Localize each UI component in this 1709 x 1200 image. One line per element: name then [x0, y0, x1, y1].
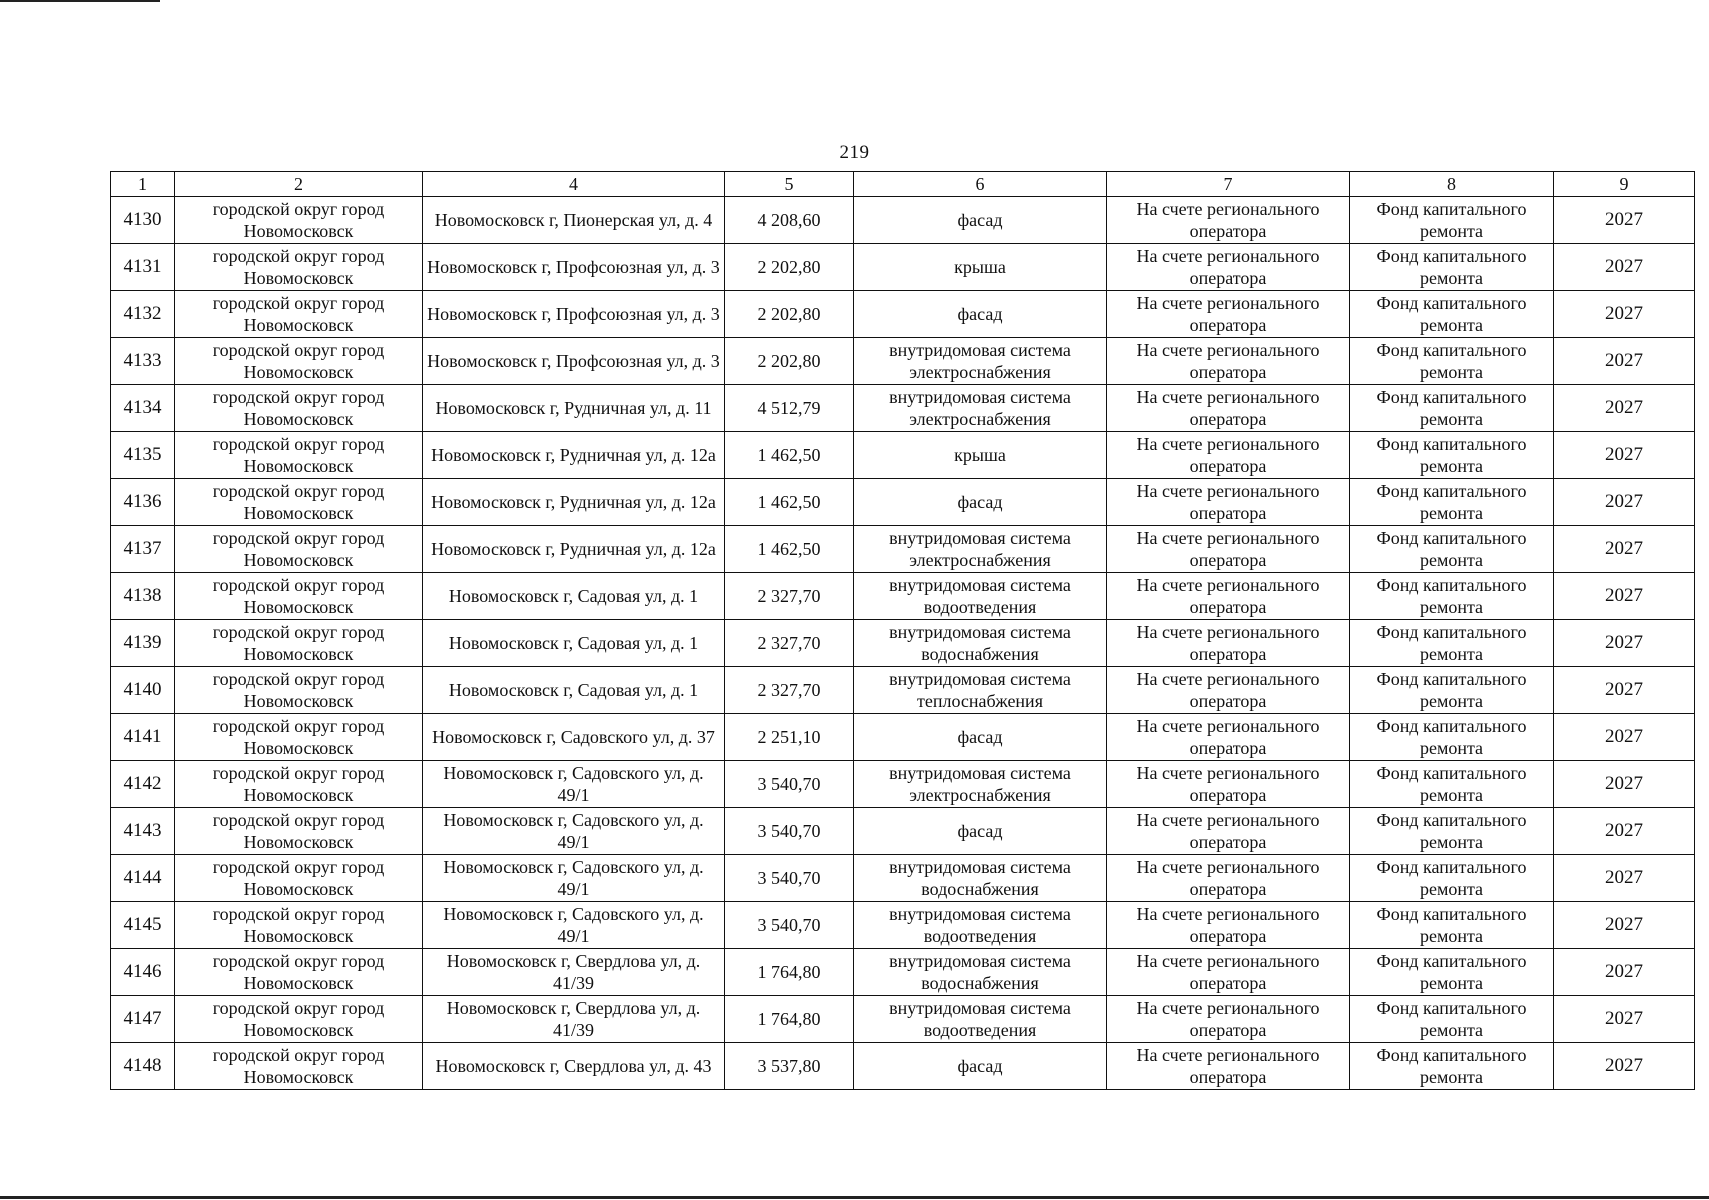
page-number: 219	[839, 142, 870, 163]
account-method-cell: На счете регионального оператора	[1107, 855, 1350, 902]
account-method-cell: На счете регионального оператора	[1107, 714, 1350, 761]
table-row	[111, 432, 1695, 479]
table-row	[111, 479, 1695, 526]
address-cell: Новомосковск г, Профсоюзная ул, д. 3	[423, 291, 725, 338]
work-type-cell: внутридомовая система электроснабжения	[854, 761, 1107, 808]
municipality-cell: городской округ город Новомосковск	[175, 949, 423, 996]
account-method-cell: На счете регионального оператора	[1107, 996, 1350, 1043]
row-number-cell: 4144	[111, 855, 175, 902]
funding-source-cell: Фонд капитального ремонта	[1350, 338, 1554, 385]
address-cell: Новомосковск г, Садовского ул, д. 49/1	[423, 761, 725, 808]
table-row	[111, 808, 1695, 855]
area-cell: 2 202,80	[725, 291, 854, 338]
area-cell: 1 462,50	[725, 432, 854, 479]
work-type-cell: внутридомовая система водоснабжения	[854, 949, 1107, 996]
account-method-cell: На счете регионального оператора	[1107, 338, 1350, 385]
table-row	[111, 197, 1695, 244]
area-cell: 1 462,50	[725, 479, 854, 526]
area-cell: 2 327,70	[725, 667, 854, 714]
funding-source-cell: Фонд капитального ремонта	[1350, 479, 1554, 526]
area-cell: 2 251,10	[725, 714, 854, 761]
work-type-cell: внутридомовая система теплоснабжения	[854, 667, 1107, 714]
address-cell: Новомосковск г, Садовая ул, д. 1	[423, 573, 725, 620]
address-cell: Новомосковск г, Свердлова ул, д. 41/39	[423, 996, 725, 1043]
address-cell: Новомосковск г, Рудничная ул, д. 11	[423, 385, 725, 432]
year-cell: 2027	[1554, 1043, 1695, 1090]
row-number-cell: 4133	[111, 338, 175, 385]
row-number-cell: 4134	[111, 385, 175, 432]
table-row	[111, 338, 1695, 385]
account-method-cell: На счете регионального оператора	[1107, 1043, 1350, 1090]
row-number-cell: 4147	[111, 996, 175, 1043]
row-number-cell: 4130	[111, 197, 175, 244]
municipality-cell: городской округ город Новомосковск	[175, 667, 423, 714]
area-cell: 1 764,80	[725, 949, 854, 996]
address-cell: Новомосковск г, Садовского ул, д. 49/1	[423, 902, 725, 949]
column-header: 8	[1350, 172, 1554, 197]
year-cell: 2027	[1554, 808, 1695, 855]
work-type-cell: фасад	[854, 1043, 1107, 1090]
row-number-cell: 4141	[111, 714, 175, 761]
row-number-cell: 4135	[111, 432, 175, 479]
account-method-cell: На счете регионального оператора	[1107, 620, 1350, 667]
address-cell: Новомосковск г, Садовая ул, д. 1	[423, 620, 725, 667]
work-type-cell: фасад	[854, 291, 1107, 338]
work-type-cell: фасад	[854, 197, 1107, 244]
municipality-cell: городской округ город Новомосковск	[175, 573, 423, 620]
repair-register-table	[110, 171, 1695, 1090]
row-number-cell: 4131	[111, 244, 175, 291]
area-cell: 4 512,79	[725, 385, 854, 432]
work-type-cell: фасад	[854, 714, 1107, 761]
work-type-cell: внутридомовая система электроснабжения	[854, 526, 1107, 573]
year-cell: 2027	[1554, 855, 1695, 902]
year-cell: 2027	[1554, 432, 1695, 479]
year-cell: 2027	[1554, 714, 1695, 761]
municipality-cell: городской округ город Новомосковск	[175, 479, 423, 526]
column-header: 2	[175, 172, 423, 197]
account-method-cell: На счете регионального оператора	[1107, 573, 1350, 620]
address-cell: Новомосковск г, Садовского ул, д. 49/1	[423, 808, 725, 855]
column-header: 5	[725, 172, 854, 197]
table-row	[111, 620, 1695, 667]
area-cell: 3 540,70	[725, 902, 854, 949]
municipality-cell: городской округ город Новомосковск	[175, 855, 423, 902]
funding-source-cell: Фонд капитального ремонта	[1350, 667, 1554, 714]
column-header: 9	[1554, 172, 1695, 197]
area-cell: 2 327,70	[725, 620, 854, 667]
account-method-cell: На счете регионального оператора	[1107, 667, 1350, 714]
address-cell: Новомосковск г, Садовая ул, д. 1	[423, 667, 725, 714]
funding-source-cell: Фонд капитального ремонта	[1350, 526, 1554, 573]
table-body	[111, 197, 1695, 1090]
table-row	[111, 996, 1695, 1043]
table-row	[111, 761, 1695, 808]
row-number-cell: 4143	[111, 808, 175, 855]
account-method-cell: На счете регионального оператора	[1107, 479, 1350, 526]
municipality-cell: городской округ город Новомосковск	[175, 1043, 423, 1090]
funding-source-cell: Фонд капитального ремонта	[1350, 949, 1554, 996]
year-cell: 2027	[1554, 902, 1695, 949]
municipality-cell: городской округ город Новомосковск	[175, 385, 423, 432]
row-number-cell: 4145	[111, 902, 175, 949]
funding-source-cell: Фонд капитального ремонта	[1350, 714, 1554, 761]
municipality-cell: городской округ город Новомосковск	[175, 714, 423, 761]
year-cell: 2027	[1554, 620, 1695, 667]
work-type-cell: фасад	[854, 808, 1107, 855]
municipality-cell: городской округ город Новомосковск	[175, 244, 423, 291]
address-cell: Новомосковск г, Свердлова ул, д. 41/39	[423, 949, 725, 996]
area-cell: 4 208,60	[725, 197, 854, 244]
column-header: 6	[854, 172, 1107, 197]
account-method-cell: На счете регионального оператора	[1107, 244, 1350, 291]
scan-edge-line-top	[0, 0, 160, 2]
row-number-cell: 4140	[111, 667, 175, 714]
funding-source-cell: Фонд капитального ремонта	[1350, 761, 1554, 808]
municipality-cell: городской округ город Новомосковск	[175, 291, 423, 338]
table-row	[111, 385, 1695, 432]
funding-source-cell: Фонд капитального ремонта	[1350, 855, 1554, 902]
area-cell: 1 462,50	[725, 526, 854, 573]
year-cell: 2027	[1554, 197, 1695, 244]
municipality-cell: городской округ город Новомосковск	[175, 902, 423, 949]
account-method-cell: На счете регионального оператора	[1107, 902, 1350, 949]
municipality-cell: городской округ город Новомосковск	[175, 808, 423, 855]
row-number-cell: 4132	[111, 291, 175, 338]
table-row	[111, 714, 1695, 761]
row-number-cell: 4136	[111, 479, 175, 526]
table-row	[111, 526, 1695, 573]
municipality-cell: городской округ город Новомосковск	[175, 996, 423, 1043]
column-header: 1	[111, 172, 175, 197]
address-cell: Новомосковск г, Профсоюзная ул, д. 3	[423, 338, 725, 385]
year-cell: 2027	[1554, 385, 1695, 432]
area-cell: 3 540,70	[725, 761, 854, 808]
area-cell: 2 202,80	[725, 244, 854, 291]
address-cell: Новомосковск г, Профсоюзная ул, д. 3	[423, 244, 725, 291]
funding-source-cell: Фонд капитального ремонта	[1350, 291, 1554, 338]
account-method-cell: На счете регионального оператора	[1107, 526, 1350, 573]
account-method-cell: На счете регионального оператора	[1107, 949, 1350, 996]
year-cell: 2027	[1554, 996, 1695, 1043]
row-number-cell: 4148	[111, 1043, 175, 1090]
funding-source-cell: Фонд капитального ремонта	[1350, 996, 1554, 1043]
row-number-cell: 4146	[111, 949, 175, 996]
column-number-row	[111, 172, 1695, 197]
area-cell: 2 327,70	[725, 573, 854, 620]
year-cell: 2027	[1554, 761, 1695, 808]
column-header: 4	[423, 172, 725, 197]
area-cell: 1 764,80	[725, 996, 854, 1043]
table-row	[111, 949, 1695, 996]
account-method-cell: На счете регионального оператора	[1107, 385, 1350, 432]
year-cell: 2027	[1554, 526, 1695, 573]
address-cell: Новомосковск г, Пионерская ул, д. 4	[423, 197, 725, 244]
account-method-cell: На счете регионального оператора	[1107, 197, 1350, 244]
funding-source-cell: Фонд капитального ремонта	[1350, 902, 1554, 949]
year-cell: 2027	[1554, 291, 1695, 338]
municipality-cell: городской округ город Новомосковск	[175, 761, 423, 808]
table-row	[111, 291, 1695, 338]
account-method-cell: На счете регионального оператора	[1107, 761, 1350, 808]
year-cell: 2027	[1554, 479, 1695, 526]
account-method-cell: На счете регионального оператора	[1107, 291, 1350, 338]
row-number-cell: 4142	[111, 761, 175, 808]
funding-source-cell: Фонд капитального ремонта	[1350, 385, 1554, 432]
row-number-cell: 4137	[111, 526, 175, 573]
table-row	[111, 667, 1695, 714]
municipality-cell: городской округ город Новомосковск	[175, 197, 423, 244]
account-method-cell: На счете регионального оператора	[1107, 808, 1350, 855]
work-type-cell: внутридомовая система водоотведения	[854, 902, 1107, 949]
funding-source-cell: Фонд капитального ремонта	[1350, 620, 1554, 667]
table-row	[111, 573, 1695, 620]
work-type-cell: внутридомовая система электроснабжения	[854, 385, 1107, 432]
funding-source-cell: Фонд капитального ремонта	[1350, 432, 1554, 479]
table-row	[111, 902, 1695, 949]
work-type-cell: крыша	[854, 244, 1107, 291]
address-cell: Новомосковск г, Рудничная ул, д. 12а	[423, 526, 725, 573]
row-number-cell: 4138	[111, 573, 175, 620]
funding-source-cell: Фонд капитального ремонта	[1350, 197, 1554, 244]
work-type-cell: внутридомовая система водоотведения	[854, 573, 1107, 620]
municipality-cell: городской округ город Новомосковск	[175, 432, 423, 479]
table-row	[111, 1043, 1695, 1090]
year-cell: 2027	[1554, 244, 1695, 291]
address-cell: Новомосковск г, Рудничная ул, д. 12а	[423, 479, 725, 526]
address-cell: Новомосковск г, Рудничная ул, д. 12а	[423, 432, 725, 479]
funding-source-cell: Фонд капитального ремонта	[1350, 808, 1554, 855]
address-cell: Новомосковск г, Садовского ул, д. 49/1	[423, 855, 725, 902]
area-cell: 3 540,70	[725, 808, 854, 855]
municipality-cell: городской округ город Новомосковск	[175, 338, 423, 385]
account-method-cell: На счете регионального оператора	[1107, 432, 1350, 479]
scan-edge-line-bottom	[0, 1196, 1709, 1199]
row-number-cell: 4139	[111, 620, 175, 667]
address-cell: Новомосковск г, Свердлова ул, д. 43	[423, 1043, 725, 1090]
funding-source-cell: Фонд капитального ремонта	[1350, 1043, 1554, 1090]
municipality-cell: городской округ город Новомосковск	[175, 620, 423, 667]
work-type-cell: внутридомовая система водоснабжения	[854, 855, 1107, 902]
work-type-cell: фасад	[854, 479, 1107, 526]
funding-source-cell: Фонд капитального ремонта	[1350, 573, 1554, 620]
year-cell: 2027	[1554, 338, 1695, 385]
area-cell: 3 537,80	[725, 1043, 854, 1090]
funding-source-cell: Фонд капитального ремонта	[1350, 244, 1554, 291]
work-type-cell: крыша	[854, 432, 1107, 479]
column-header: 7	[1107, 172, 1350, 197]
table-row	[111, 244, 1695, 291]
year-cell: 2027	[1554, 667, 1695, 714]
table-row	[111, 855, 1695, 902]
address-cell: Новомосковск г, Садовского ул, д. 37	[423, 714, 725, 761]
area-cell: 2 202,80	[725, 338, 854, 385]
work-type-cell: внутридомовая система водоснабжения	[854, 620, 1107, 667]
work-type-cell: внутридомовая система электроснабжения	[854, 338, 1107, 385]
year-cell: 2027	[1554, 573, 1695, 620]
work-type-cell: внутридомовая система водоотведения	[854, 996, 1107, 1043]
year-cell: 2027	[1554, 949, 1695, 996]
area-cell: 3 540,70	[725, 855, 854, 902]
municipality-cell: городской округ город Новомосковск	[175, 526, 423, 573]
